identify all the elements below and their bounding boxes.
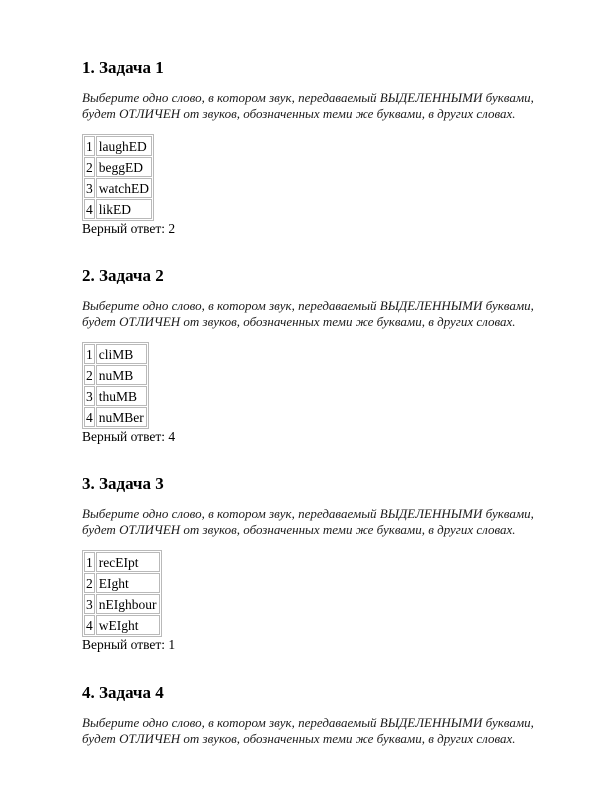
task-title: 4. Задача 4	[82, 683, 164, 702]
option-number: 3	[84, 594, 95, 614]
option-word: watchED	[96, 178, 152, 198]
option-number: 1	[84, 136, 95, 156]
table-row	[84, 594, 160, 614]
correct-answer: Верный ответ: 1	[82, 637, 176, 652]
correct-answer: Верный ответ: 4	[82, 429, 176, 444]
table-row	[84, 157, 152, 177]
option-number: 2	[84, 365, 95, 385]
task-2	[82, 266, 552, 445]
table-row	[84, 386, 147, 406]
task-instruction: Выберите одно слово, в котором звук, передаваемый ВЫДЕЛЕННЫМИ буквами, будет ОТЛИЧЕН от звуков, обозначенных теми же буквами, в других словах.	[82, 506, 534, 537]
option-number: 1	[84, 552, 95, 572]
option-number: 2	[84, 573, 95, 593]
option-word: likED	[96, 199, 152, 219]
option-number: 2	[84, 157, 95, 177]
table-row	[84, 407, 147, 427]
option-word: laughED	[96, 136, 152, 156]
table-row	[84, 365, 147, 385]
table-row	[84, 136, 152, 156]
option-number: 3	[84, 386, 95, 406]
option-word: wEIght	[96, 615, 160, 635]
correct-answer: Верный ответ: 2	[82, 221, 176, 236]
options-table	[82, 342, 149, 429]
option-word: recEIpt	[96, 552, 160, 572]
option-word: cliMB	[96, 344, 147, 364]
task-title: 3. Задача 3	[82, 474, 164, 493]
options-table	[82, 550, 162, 637]
task-instruction: Выберите одно слово, в котором звук, передаваемый ВЫДЕЛЕННЫМИ буквами, будет ОТЛИЧЕН от звуков, обозначенных теми же буквами, в других словах.	[82, 90, 534, 121]
option-number: 4	[84, 199, 95, 219]
table-row	[84, 344, 147, 364]
option-number: 4	[84, 407, 95, 427]
option-number: 3	[84, 178, 95, 198]
option-word: thuMB	[96, 386, 147, 406]
option-word: nuMBer	[96, 407, 147, 427]
option-word: EIght	[96, 573, 160, 593]
option-word: nEIghbour	[96, 594, 160, 614]
options-table	[82, 134, 154, 221]
task-instruction: Выберите одно слово, в котором звук, передаваемый ВЫДЕЛЕННЫМИ буквами, будет ОТЛИЧЕН от звуков, обозначенных теми же буквами, в других словах.	[82, 298, 534, 329]
table-row	[84, 615, 160, 635]
task-title: 1. Задача 1	[82, 58, 164, 77]
table-row	[84, 552, 160, 572]
table-row	[84, 573, 160, 593]
task-title: 2. Задача 2	[82, 266, 164, 285]
task-4	[82, 683, 552, 747]
task-1	[82, 58, 552, 237]
option-number: 4	[84, 615, 95, 635]
option-number: 1	[84, 344, 95, 364]
option-word: beggED	[96, 157, 152, 177]
table-row	[84, 199, 152, 219]
task-3	[82, 474, 552, 653]
table-row	[84, 178, 152, 198]
option-word: nuMB	[96, 365, 147, 385]
task-instruction: Выберите одно слово, в котором звук, передаваемый ВЫДЕЛЕННЫМИ буквами, будет ОТЛИЧЕН от звуков, обозначенных теми же буквами, в других словах.	[82, 715, 534, 746]
